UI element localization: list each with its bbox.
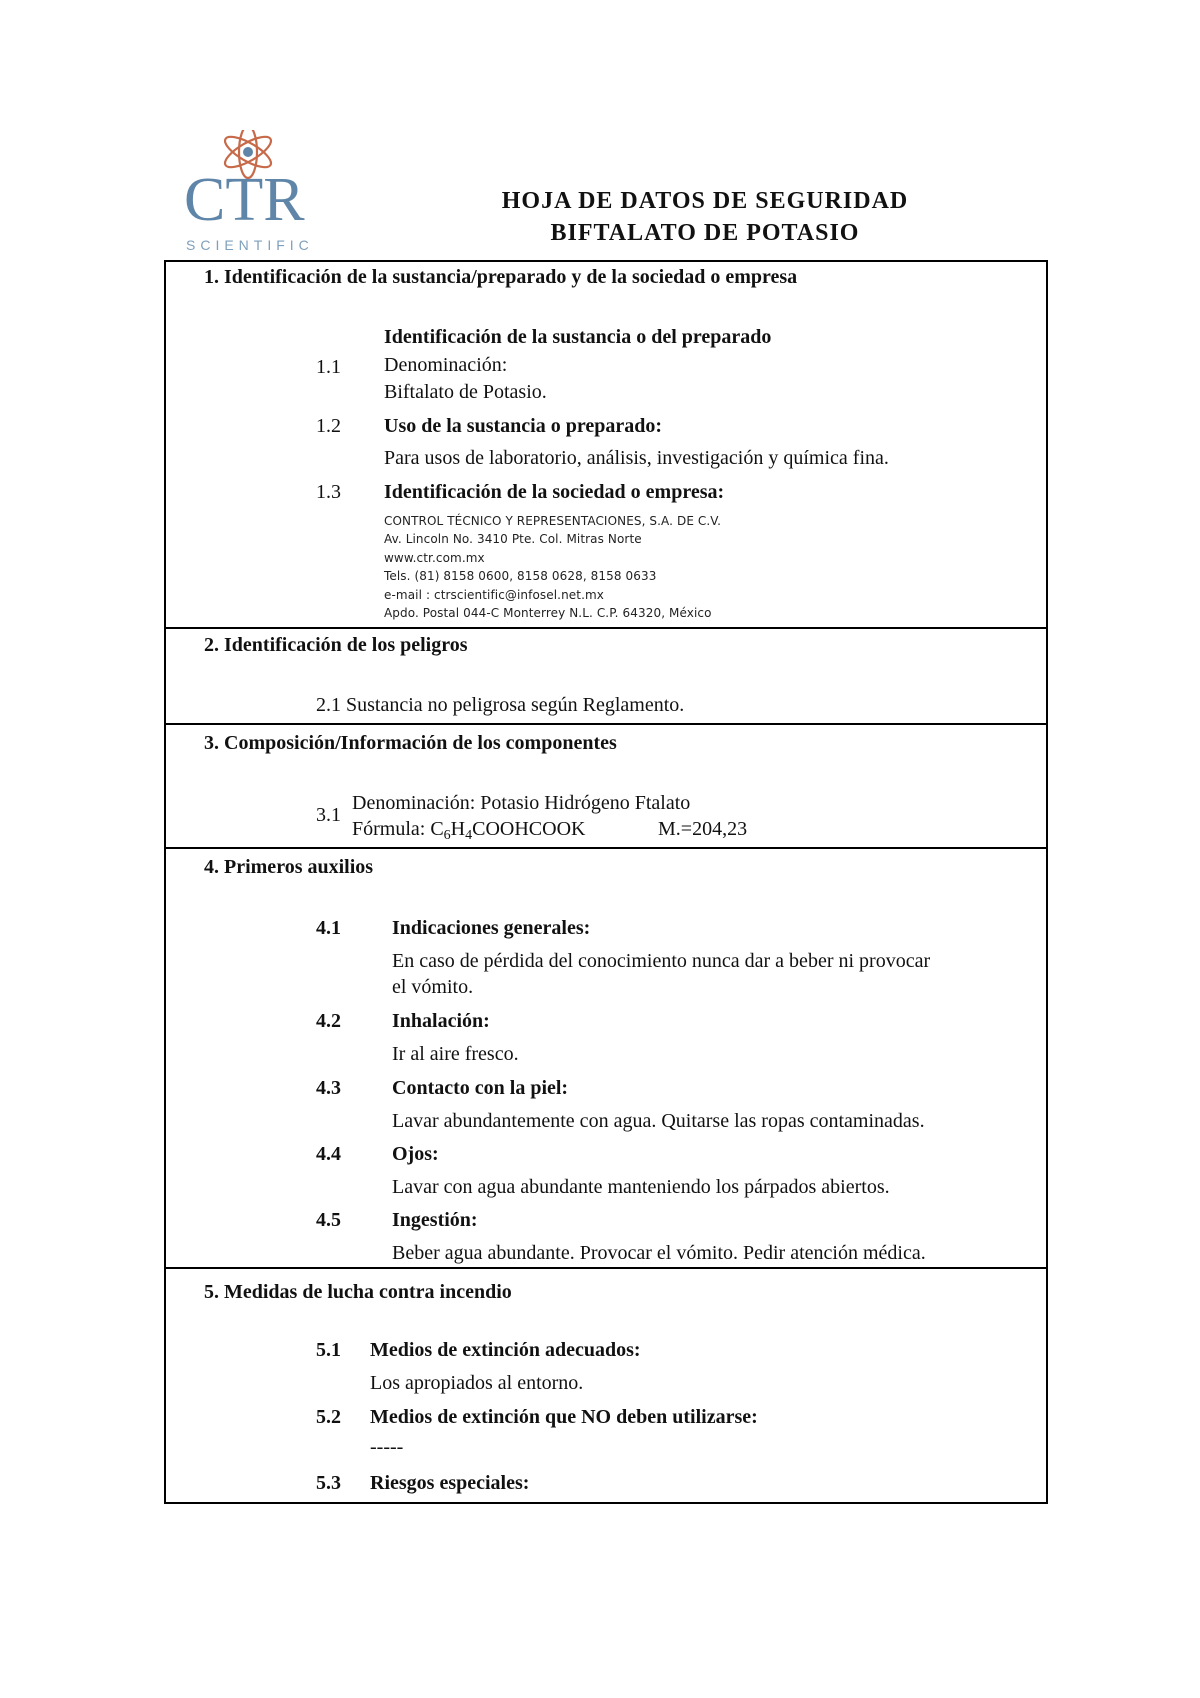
divider-section-2 (164, 627, 1048, 629)
document-title: HOJA DE DATOS DE SEGURIDAD (501, 188, 909, 214)
inhalation-text: Ir al aire fresco. (392, 1043, 519, 1065)
formula-subscript-4: 4 (465, 828, 473, 843)
chemical-formula (352, 818, 585, 841)
section-1-title: 1. Identificación de la sustancia/preparado y de la sociedad o empresa (204, 266, 798, 288)
skin-contact-label: Contacto con la piel: (392, 1077, 569, 1099)
company-po-box: Apdo. Postal 044-C Monterrey N.L. C.P. 64320, México (384, 606, 712, 620)
formula-h: H (450, 818, 466, 840)
company-website: www.ctr.com.mx (384, 551, 485, 565)
formula-suffix: COOHCOOK (472, 818, 586, 840)
item-number-1-2: 1.2 (316, 415, 341, 437)
item-number-1-1: 1.1 (316, 356, 341, 378)
company-phones: Tels. (81) 8158 0600, 8158 0628, 8158 0633 (384, 569, 657, 583)
item-number-4-5: 4.5 (316, 1209, 341, 1231)
section-2-title: 2. Identificación de los peligros (204, 634, 468, 656)
section-4-title: 4. Primeros auxilios (204, 856, 374, 878)
component-denomination: Denominación: Potasio Hidrógeno Ftalato (352, 792, 691, 814)
molecular-mass: M.=204,23 (658, 818, 748, 840)
divider-section-4 (164, 847, 1048, 849)
divider-section-5 (164, 1267, 1048, 1269)
company-email: e-mail : ctrscientific@infosel.net.mx (384, 588, 604, 602)
first-aid-general-label: Indicaciones generales: (392, 917, 591, 939)
eyes-label: Ojos: (392, 1143, 439, 1165)
use-value: Para usos de laboratorio, análisis, investigación y química fina. (384, 447, 889, 469)
hazard-statement: 2.1 Sustancia no peligrosa según Reglamento. (316, 694, 685, 716)
extinguishing-media-label: Medios de extinción adecuados: (370, 1339, 641, 1361)
item-number-3-1: 3.1 (316, 804, 341, 826)
company-address: Av. Lincoln No. 3410 Pte. Col. Mitras Norte (384, 532, 642, 546)
atom-logo-icon (184, 130, 344, 254)
company-name: CONTROL TÉCNICO Y REPRESENTACIONES, S.A. DE C.V. (384, 514, 721, 528)
unsuitable-media-label: Medios de extinción que NO deben utilizarse: (370, 1406, 758, 1428)
eyes-text: Lavar con agua abundante manteniendo los párpados abiertos. (392, 1176, 890, 1198)
company-logo (184, 130, 344, 259)
section-5-title: 5. Medidas de lucha contra incendio (204, 1281, 512, 1303)
ingestion-label: Ingestión: (392, 1209, 478, 1231)
item-number-1-3: 1.3 (316, 481, 341, 503)
item-number-5-2: 5.2 (316, 1406, 341, 1428)
inhalation-label: Inhalación: (392, 1010, 490, 1032)
logo-subtext: SCIENTIFIC (186, 237, 314, 253)
item-number-4-4: 4.4 (316, 1143, 341, 1165)
logo-text: CTR (184, 166, 305, 234)
extinguishing-media-text: Los apropiados al entorno. (370, 1372, 584, 1394)
denomination-label: Denominación: (384, 354, 508, 376)
document-subtitle: BIFTALATO DE POTASIO (550, 220, 860, 246)
use-label: Uso de la sustancia o preparado: (384, 415, 662, 437)
unsuitable-media-text: ----- (370, 1436, 404, 1458)
first-aid-general-text-cont: el vómito. (392, 976, 474, 998)
company-id-label: Identificación de la sociedad o empresa: (384, 481, 725, 503)
item-number-4-3: 4.3 (316, 1077, 341, 1099)
item-number-4-2: 4.2 (316, 1010, 341, 1032)
skin-contact-text: Lavar abundantemente con agua. Quitarse las ropas contaminadas. (392, 1110, 925, 1132)
denomination-value: Biftalato de Potasio. (384, 381, 547, 403)
ingestion-text: Beber agua abundante. Provocar el vómito. Pedir atención médica. (392, 1242, 926, 1264)
table-top-border (164, 260, 1048, 262)
formula-prefix: Fórmula: C (352, 818, 444, 840)
first-aid-general-text: En caso de pérdida del conocimiento nunca dar a beber ni provocar (392, 950, 931, 972)
section-1-subheading: Identificación de la sustancia o del preparado (384, 326, 772, 348)
table-bottom-border (164, 1502, 1048, 1504)
item-number-4-1: 4.1 (316, 917, 341, 939)
formula-subscript-6: 6 (443, 828, 451, 843)
divider-section-3 (164, 723, 1048, 725)
special-hazards-label: Riesgos especiales: (370, 1472, 530, 1494)
section-3-title: 3. Composición/Información de los componentes (204, 732, 617, 754)
item-number-5-1: 5.1 (316, 1339, 341, 1361)
item-number-5-3: 5.3 (316, 1472, 341, 1494)
